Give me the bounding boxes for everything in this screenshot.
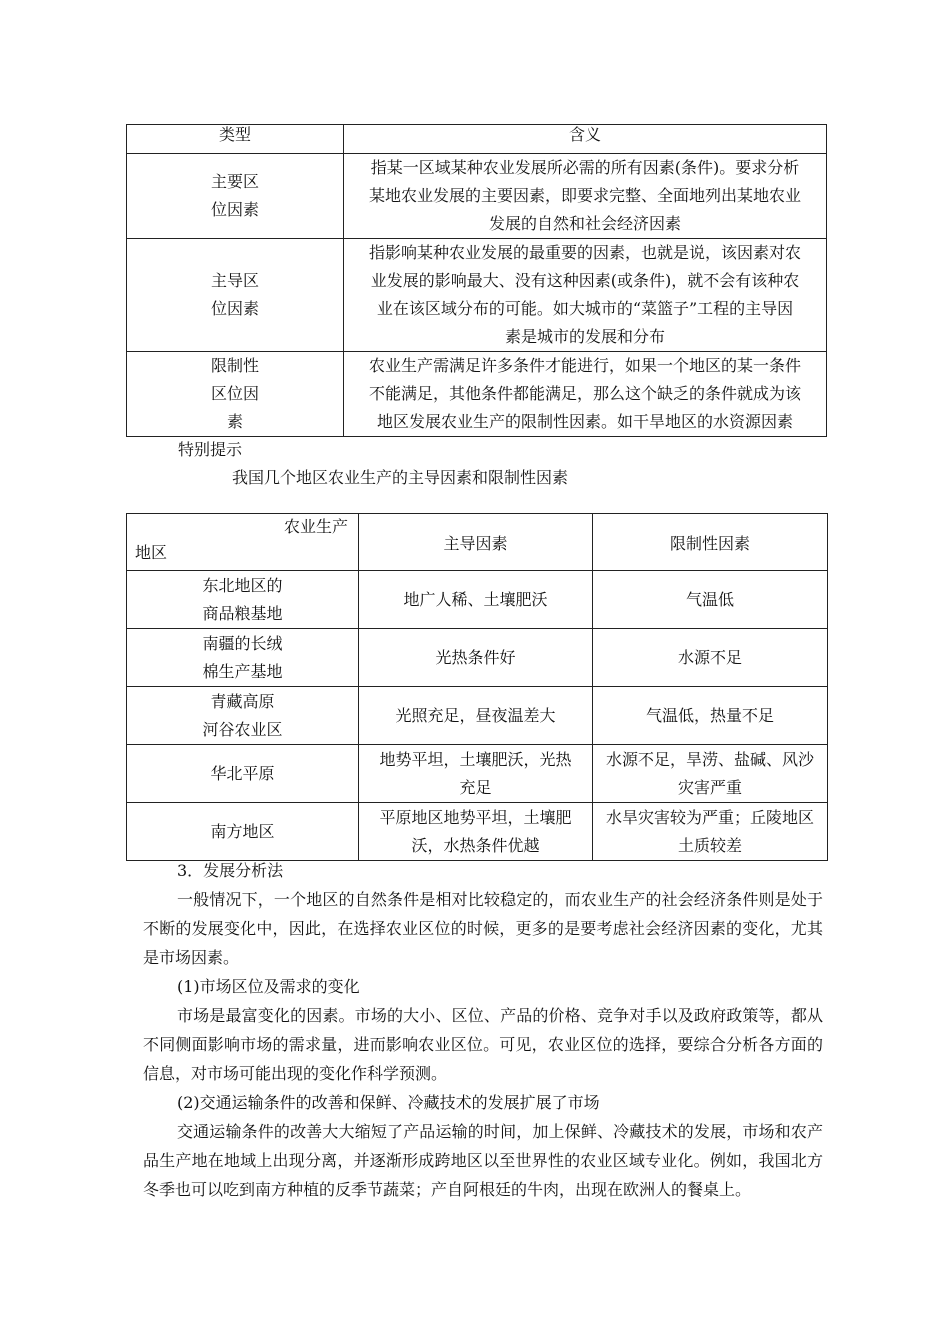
table2-title: 我国几个地区农业生产的主导因素和限制性因素 — [232, 468, 569, 487]
table-header-row — [127, 125, 827, 154]
region-cell: 南疆的长绒 棉生产基地 — [127, 629, 359, 687]
regional-factors-table — [126, 513, 828, 861]
region-cell: 南方地区 — [127, 803, 359, 861]
meaning-cell: 农业生产需满足许多条件才能进行，如果一个地区的某一条件 不能满足，其他条件都能满足，那么这个缺乏的条件就成为该 地区发展农业生产的限制性因素。如干旱地区的水资源因素 — [344, 352, 827, 437]
table-row — [127, 352, 827, 437]
table-row — [127, 154, 827, 239]
leading-factor-cell: 平原地区地势平坦，土壤肥 沃，水热条件优越 — [359, 803, 593, 861]
section-heading: 3．发展分析法 — [177, 861, 284, 880]
table-row — [127, 239, 827, 352]
location-factor-types-table — [126, 124, 827, 437]
meaning-cell: 指影响某种农业发展的最重要的因素，也就是说，该因素对农 业发展的影响最大、没有这种因素(或条件)，就不会有该种农 业在该区域分布的可能。如大城市的“菜篮子”工程的主导因 素是城市的发展和分布 — [344, 239, 827, 352]
limiting-factor-cell: 水源不足，旱涝、盐碱、风沙 灾害严重 — [593, 745, 828, 803]
limiting-factor-cell: 水旱灾害较为严重；丘陵地区 土质较差 — [593, 803, 828, 861]
section-development-analysis — [143, 856, 823, 1204]
meaning-cell: 指某一区域某种农业发展所必需的所有因素(条件)。要求分析 某地农业发展的主要因素，即要求完整、全面地列出某地农业 发展的自然和社会经济因素 — [344, 154, 827, 239]
leading-factor-cell: 地势平坦，土壤肥沃，光热 充足 — [359, 745, 593, 803]
special-tip-label: 特别提示 — [178, 440, 243, 459]
header-limiting-factor: 限制性因素 — [593, 514, 828, 571]
header-leading-factor: 主导因素 — [359, 514, 593, 571]
region-cell: 华北平原 — [127, 745, 359, 803]
paragraph-transport: 交通运输条件的改善大大缩短了产品运输的时间，加上保鲜、冷藏技术的发展，市场和农产品生产地在地域上出现分离，并逐渐形成跨地区以至世界性的农业区域专业化。例如，我国北方冬季也可以吃到南方种植的反季节蔬菜；产自阿根廷的牛肉，出现在欧洲人的餐桌上。 — [143, 1122, 823, 1199]
table-row — [127, 629, 828, 687]
corner-label-region: 地区 — [135, 543, 168, 562]
corner-label-production: 农业生产 — [283, 517, 348, 536]
type-cell: 主要区 位因素 — [127, 154, 344, 239]
table-row — [127, 571, 828, 629]
limiting-factor-cell: 水源不足 — [593, 629, 828, 687]
subsection-heading-market: (1)市场区位及需求的变化 — [177, 977, 360, 996]
type-cell: 限制性 区位因 素 — [127, 352, 344, 437]
table-header-row — [127, 514, 828, 571]
leading-factor-cell: 光照充足，昼夜温差大 — [359, 687, 593, 745]
header-type: 类型 — [127, 125, 344, 154]
limiting-factor-cell: 气温低 — [593, 571, 828, 629]
subsection-heading-transport: (2)交通运输条件的改善和保鲜、冷藏技术的发展扩展了市场 — [177, 1093, 600, 1112]
header-meaning: 含义 — [344, 125, 827, 154]
type-cell: 主导区 位因素 — [127, 239, 344, 352]
paragraph-intro: 一般情况下，一个地区的自然条件是相对比较稳定的，而农业生产的社会经济条件则是处于不断的发展变化中，因此，在选择农业区位的时候，更多的是要考虑社会经济因素的变化，尤其是市场因素。 — [143, 890, 823, 967]
paragraph-market: 市场是最富变化的因素。市场的大小、区位、产品的价格、竞争对手以及政府政策等，都从不同侧面影响市场的需求量，进而影响农业区位。可见，农业区位的选择，要综合分析各方面的信息，对市场可能出现的变化作科学预测。 — [143, 1006, 823, 1083]
region-cell: 东北地区的 商品粮基地 — [127, 571, 359, 629]
limiting-factor-cell: 气温低，热量不足 — [593, 687, 828, 745]
table-row — [127, 687, 828, 745]
diagonal-header-cell — [127, 514, 359, 571]
table-row — [127, 745, 828, 803]
region-cell: 青藏高原 河谷农业区 — [127, 687, 359, 745]
leading-factor-cell: 地广人稀、土壤肥沃 — [359, 571, 593, 629]
table-row — [127, 803, 828, 861]
leading-factor-cell: 光热条件好 — [359, 629, 593, 687]
